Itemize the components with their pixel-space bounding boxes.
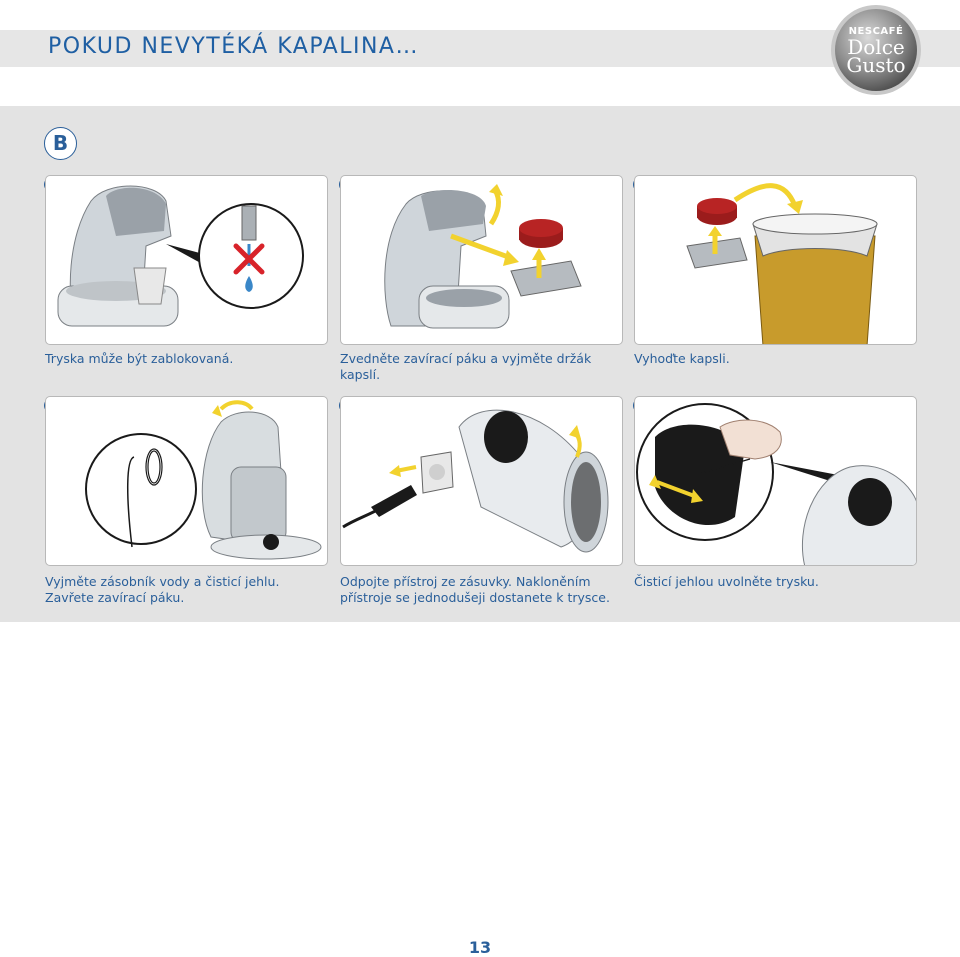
page-title: POKUD NEVYTÉKÁ KAPALINA… bbox=[48, 34, 419, 59]
step-caption-4: Vyjměte zásobník vody a čisticí jehlu. Zavřete zavírací páku. bbox=[45, 574, 280, 605]
logo-line1-text: Dolce bbox=[847, 35, 905, 59]
illustration-panel-6 bbox=[634, 396, 917, 566]
page-number: 13 bbox=[468, 938, 492, 957]
illustration-panel-2 bbox=[340, 175, 623, 345]
water-tank-needle-illustration bbox=[46, 397, 328, 566]
clean-nozzle-illustration bbox=[635, 397, 917, 566]
illustration-panel-4 bbox=[45, 396, 328, 566]
illustration-panel-5 bbox=[340, 396, 623, 566]
illustration-panel-1 bbox=[45, 175, 328, 345]
step-caption-1: Tryska může být zablokovaná. bbox=[45, 351, 234, 366]
step-caption-2: Zvedněte zavírací páku a vyjměte držák kapslí. bbox=[340, 351, 592, 382]
lever-capsule-illustration bbox=[341, 176, 623, 345]
coffee-machine-illustration bbox=[46, 176, 328, 345]
unplug-tilt-illustration bbox=[341, 397, 623, 566]
logo-line2-text: Gusto bbox=[846, 53, 906, 77]
illustration-panel-3 bbox=[634, 175, 917, 345]
section-marker: B bbox=[44, 127, 77, 160]
step-caption-6: Čisticí jehlou uvolněte trysku. bbox=[634, 574, 819, 589]
nescafe-dolce-gusto-logo bbox=[828, 4, 924, 96]
logo-brand-text: NESCAFÉ bbox=[848, 26, 904, 37]
step-caption-3: Vyhoďte kapsli. bbox=[634, 351, 730, 366]
step-caption-5: Odpojte přístroj ze zásuvky. Nakloněním přístroje se jednodušeji dostanete k trysce. bbox=[340, 574, 610, 605]
discard-capsule-illustration bbox=[635, 176, 917, 345]
